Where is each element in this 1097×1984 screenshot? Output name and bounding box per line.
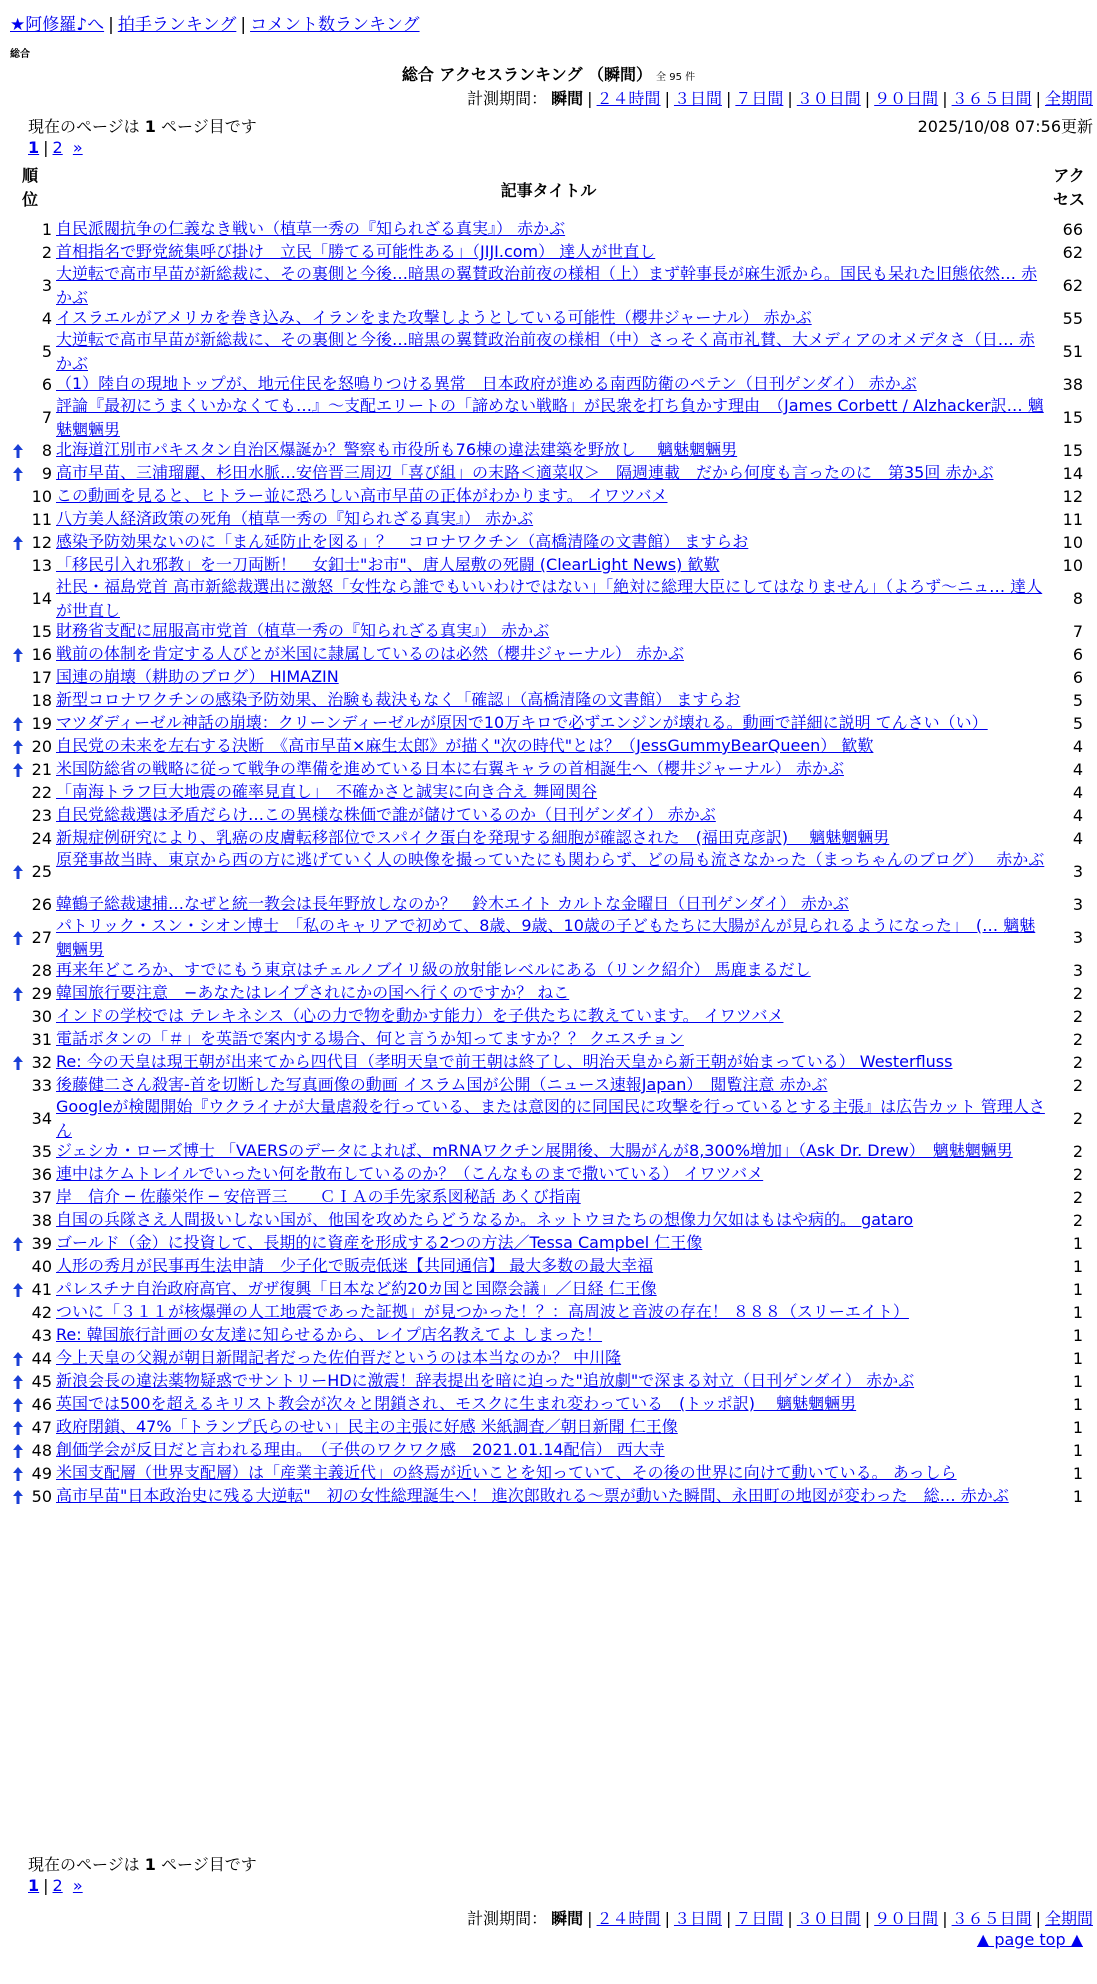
page-title — [0, 62, 1097, 85]
article-title-link[interactable]: 英国では500を超えるキリスト教会が次々と閉鎖され、モスクに生まれ変わっている (トッポ訳) 魑魅魍魎男 — [56, 1394, 857, 1413]
table-row — [0, 1370, 1097, 1393]
period-option-0: 瞬間 — [551, 89, 584, 108]
rank-number: 43 — [31, 1325, 52, 1345]
period-separator: | — [587, 1909, 593, 1928]
up-arrow-icon — [10, 1232, 26, 1255]
pager-page-1[interactable]: 1 — [28, 1876, 40, 1895]
table-row — [0, 1232, 1097, 1255]
period-separator: | — [725, 89, 732, 108]
rank-number: 47 — [31, 1417, 52, 1437]
period-option-7[interactable]: 全期間 — [1044, 1909, 1093, 1928]
rank-number: 29 — [31, 983, 52, 1003]
period-option-3[interactable]: ７日間 — [735, 89, 784, 108]
article-title-link[interactable]: 新規症例研究により、乳癌の皮膚転移部位でスパイク蛋白を発現する細胞が確認された (福田克彦訳) 魑魅魍魎男 — [56, 828, 890, 847]
period-option-0: 瞬間 — [551, 1909, 584, 1928]
table-row — [0, 1347, 1097, 1370]
period-separator: | — [787, 89, 793, 108]
rank-number: 31 — [31, 1029, 52, 1049]
table-row — [0, 916, 1097, 959]
up-arrow-icon — [10, 439, 26, 462]
access-count: 15 — [1062, 407, 1083, 427]
rank-number: 28 — [31, 960, 52, 980]
access-count: 1 — [1072, 1371, 1083, 1391]
pager-next[interactable]: » — [72, 1876, 83, 1895]
access-count: 4 — [1072, 805, 1083, 825]
up-arrow-icon — [10, 735, 26, 758]
page-title-text: 総合 アクセスランキング （瞬間） — [401, 65, 653, 84]
article-title-link[interactable]: 首相指名で野党統集呼び掛け 立民「勝てる可能性ある」（JIJI.com） 達人が世直し — [56, 242, 656, 261]
up-arrow-icon — [10, 1370, 26, 1393]
table-row — [0, 1393, 1097, 1416]
table-row — [0, 1324, 1097, 1347]
period-label: 計測期間： — [467, 89, 548, 108]
access-count: 6 — [1072, 644, 1083, 664]
rank-number: 22 — [31, 782, 52, 802]
up-arrow-icon — [10, 982, 26, 1005]
access-count: 2 — [1072, 1029, 1083, 1049]
access-count: 62 — [1062, 275, 1083, 295]
article-title-link[interactable]: 自国の兵隊さえ人間扱いしない国が、他国を攻めたらどうなるか。ネットウヨたちの想像力欠如はもはや病的。 gataro — [56, 1210, 914, 1229]
top-nav-link-asyura[interactable]: ★阿修羅♪へ — [10, 15, 105, 35]
table-row — [0, 1140, 1097, 1163]
period-option-4[interactable]: ３０日間 — [796, 89, 861, 108]
access-count: 14 — [1062, 463, 1083, 483]
rank-number: 39 — [31, 1233, 52, 1253]
article-title-link[interactable]: パレスチナ自治政府高官、ガザ復興「日本など約20カ国と国際会議」／日経 仁王像 — [56, 1279, 657, 1298]
article-title-link[interactable]: Re: 韓国旅行計画の女友達に知らせるから、レイプ店名教えてよ しまった！ — [56, 1325, 603, 1344]
table-row — [0, 508, 1097, 531]
up-arrow-icon — [10, 712, 26, 735]
access-count: 66 — [1062, 219, 1083, 239]
table-row — [0, 554, 1097, 577]
period-separator: | — [864, 1909, 871, 1928]
up-arrow-icon — [10, 1278, 26, 1301]
article-title-link[interactable]: 財務省支配に屈服高市党首（植草一秀の『知られざる真実』） 赤かぶ — [56, 621, 550, 640]
article-title-link[interactable]: 米国支配層（世界支配層）は「産業主義近代」の終焉が近いことを知っていて、その後の世界に向けて動いている。 あっしら — [56, 1463, 957, 1482]
up-arrow-icon — [10, 1416, 26, 1439]
table-row — [0, 758, 1097, 781]
rank-number: 16 — [31, 644, 52, 664]
rank-number: 33 — [31, 1075, 52, 1095]
access-count: 4 — [1072, 759, 1083, 779]
rank-number: 24 — [31, 828, 52, 848]
article-title-link[interactable]: この動画を見ると、ヒトラー並に恐ろしい高市早苗の正体がわかります。 イワツバメ — [56, 486, 668, 505]
access-count: 1 — [1072, 1440, 1083, 1460]
rank-number: 42 — [31, 1302, 52, 1322]
rank-number: 44 — [31, 1348, 52, 1368]
access-count: 38 — [1062, 374, 1083, 394]
rank-number: 7 — [41, 407, 52, 427]
access-count: 10 — [1062, 555, 1083, 575]
access-count: 2 — [1072, 1108, 1083, 1128]
current-page-indicator-bottom: 現在のページは 1 ページ目です — [28, 1855, 257, 1874]
rank-number: 35 — [31, 1141, 52, 1161]
table-row — [0, 241, 1097, 264]
article-title-link[interactable]: 「移民引入れ邪教」を一刀両断！ 女釦士"お市"、唐人屋敷の死闘 (ClearLight News) 歓歎 — [56, 555, 720, 574]
table-row — [0, 1255, 1097, 1278]
period-option-1[interactable]: ２４時間 — [596, 1909, 661, 1928]
period-separator: | — [787, 1909, 793, 1928]
article-title-link[interactable]: 北海道江別市パキスタン自治区爆誕か？警察も市役所も76棟の違法建築を野放し 魑魅魍魎男 — [56, 440, 738, 459]
period-separator: | — [664, 89, 670, 108]
pager-bottom: 1 | 2 » — [28, 1876, 83, 1895]
article-title-link[interactable]: 高市早苗"日本政治史に残る大逆転" 初の女性総理誕生へ！ 進次郎敗れる～票が動いた瞬間、永田町の地図が変わった 総… 赤かぶ — [56, 1486, 1009, 1505]
page-top-link[interactable]: ▲ page top ▲ — [976, 1930, 1083, 1949]
rank-number: 25 — [31, 861, 52, 881]
article-title-link[interactable]: 再来年どころか、すでにもう東京はチェルノブイリ級の放射能レベルにある（リンク紹介） 馬鹿まるだし — [56, 960, 811, 979]
table-row — [0, 577, 1097, 620]
table-row — [0, 373, 1097, 396]
up-arrow-icon — [10, 643, 26, 666]
table-row — [0, 643, 1097, 666]
up-arrow-icon — [10, 1485, 26, 1508]
access-count: 55 — [1062, 308, 1083, 328]
article-title-link[interactable]: ゴールド（金）に投資して、長期的に資産を形成する2つの方法／Tessa Campbel 仁王像 — [56, 1233, 703, 1252]
table-row — [0, 735, 1097, 758]
article-title-link[interactable]: 米国防総省の戦略に従って戦争の準備を進めている日本に右翼キャラの首相誕生へ（櫻井ジャーナル） 赤かぶ — [56, 759, 844, 778]
article-title-link[interactable]: 評論『最初にうまくいかなくても…』～支配エリートの「諦めない戦略」が民衆を打ち負かす理由 （James Corbett / Alzhacker訳… 魑魅魍魎男 — [56, 396, 1044, 439]
access-count: 5 — [1072, 713, 1083, 733]
table-row — [0, 1028, 1097, 1051]
article-title-link[interactable]: 韓国旅行要注意 −あなたはレイプされにかの国へ行くのですか？ ねこ — [56, 983, 570, 1002]
article-title-link[interactable]: 自民党総裁選は矛盾だらけ…この異様な株価で誰が儲けているのか（日刊ゲンダイ） 赤かぶ — [56, 805, 716, 824]
rank-number: 14 — [31, 588, 52, 608]
access-count: 1 — [1072, 1394, 1083, 1414]
period-option-6[interactable]: ３６５日間 — [951, 1909, 1032, 1928]
access-count: 4 — [1072, 828, 1083, 848]
rank-number: 48 — [31, 1440, 52, 1460]
article-title-link[interactable]: イスラエルがアメリカを巻き込み、イランをまた攻撃しようとしている可能性（櫻井ジャーナル） 赤かぶ — [56, 308, 812, 327]
article-title-link[interactable]: 創価学会が反日だと言われる理由。 （子供のワクワク感 2021.01.14配信） 西大寺 — [56, 1440, 665, 1459]
article-title-link[interactable]: 大逆転で高市早苗が新総裁に、その裏側と今後…暗黒の翼賛政治前夜の様相（上）まず幹事長が麻生派から。国民も呆れた旧態依然… 赤かぶ — [56, 264, 1038, 307]
pager-next[interactable]: » — [72, 138, 83, 157]
article-title-link[interactable]: 感染予防効果ないのに「まん延防止を図る」？ コロナワクチン（高橋清隆の文書館） ますらお — [56, 532, 749, 551]
article-title-link[interactable]: 政府閉鎖、47%「トランプ氏らのせい」民主の主張に好感 米紙調査／朝日新聞 仁王像 — [56, 1417, 678, 1436]
access-count: 2 — [1072, 1210, 1083, 1230]
table-row — [0, 1485, 1097, 1508]
table-row — [0, 893, 1097, 916]
table-row — [0, 959, 1097, 982]
article-title-link[interactable]: 自民党の未来を左右する決断 《高市早苗×麻生太郎》が描く"次の時代"とは？（JessGummyBearQueen） 歓歎 — [56, 736, 874, 755]
column-header-access: アク セス — [1052, 166, 1085, 209]
table-row — [0, 307, 1097, 330]
table-row — [0, 1163, 1097, 1186]
table-row — [0, 1097, 1097, 1140]
period-label: 計測期間： — [467, 1909, 548, 1928]
period-option-2[interactable]: ３日間 — [673, 89, 722, 108]
article-title-link[interactable]: パトリック・スン・シオン博士 「私のキャリアで初めて、8歳、9歳、10歳の子どもたちに大腸がんが見られるようになった」 (… 魑魅魍魎男 — [56, 916, 1036, 959]
rank-number: 23 — [31, 805, 52, 825]
access-count: 2 — [1072, 1141, 1083, 1161]
rank-number: 3 — [41, 275, 52, 295]
article-title-link[interactable]: 韓鶴子総裁逮捕…なぜと統一教会は長年野放しなのか？ 鈴木エイト カルトな金曜日（日刊ゲンダイ） 赤かぶ — [56, 894, 849, 913]
period-separator: | — [1035, 1909, 1041, 1928]
period-separator: | — [725, 1909, 732, 1928]
access-count: 3 — [1072, 861, 1083, 881]
article-title-link[interactable]: （1）陸自の現地トップが、地元住民を怒鳴りつける異常 日本政府が進める南西防衛のペテン（日刊ゲンダイ） 赤かぶ — [56, 374, 917, 393]
access-count: 2 — [1072, 1075, 1083, 1095]
table-row — [0, 804, 1097, 827]
rank-number: 18 — [31, 690, 52, 710]
access-count: 7 — [1072, 621, 1083, 641]
table-row — [0, 1462, 1097, 1485]
table-row — [0, 1051, 1097, 1074]
rank-number: 38 — [31, 1210, 52, 1230]
article-title-link[interactable]: 戦前の体制を肯定する人びとが米国に隷属しているのは必然（櫻井ジャーナル） 赤かぶ — [56, 644, 684, 663]
access-count: 12 — [1062, 486, 1083, 506]
access-count: 8 — [1072, 588, 1083, 608]
period-separator: | — [587, 89, 593, 108]
access-count: 10 — [1062, 532, 1083, 552]
item-count: 全 95 件 — [656, 72, 696, 83]
table-row — [0, 1186, 1097, 1209]
up-arrow-icon — [10, 531, 26, 554]
table-row — [0, 1005, 1097, 1028]
rank-number: 2 — [41, 242, 52, 262]
up-arrow-icon — [10, 1439, 26, 1462]
table-row — [0, 781, 1097, 804]
rank-number: 9 — [41, 463, 52, 483]
column-header-rank: 順 位 — [21, 166, 38, 209]
up-arrow-icon — [10, 1347, 26, 1370]
access-count: 3 — [1072, 894, 1083, 914]
table-row — [0, 1278, 1097, 1301]
up-arrow-icon — [10, 916, 26, 959]
article-title-link[interactable]: 人形の秀月が民事再生法申請 少子化で販売低迷【共同通信】 最大多数の最大幸福 — [56, 1256, 654, 1275]
access-count: 1 — [1072, 1348, 1083, 1368]
column-header-title: 記事タイトル — [500, 181, 597, 200]
period-separator: | — [942, 89, 948, 108]
access-count: 2 — [1072, 1187, 1083, 1207]
rank-number: 37 — [31, 1187, 52, 1207]
table-row — [0, 620, 1097, 643]
period-option-1[interactable]: ２４時間 — [596, 89, 661, 108]
current-page-number: 1 — [144, 117, 156, 136]
article-title-link[interactable]: ジェシカ・ローズ博士 「VAERSのデータによれば、mRNAワクチン展開後、大腸がんが8,300%増加」（Ask Dr. Drew） 魑魅魍魎男 — [56, 1141, 1013, 1160]
rank-number: 46 — [31, 1394, 52, 1414]
access-count: 3 — [1072, 927, 1083, 947]
access-count: 11 — [1062, 509, 1083, 529]
access-count: 4 — [1072, 782, 1083, 802]
table-row — [0, 1301, 1097, 1324]
rank-number: 17 — [31, 667, 52, 687]
table-row — [0, 264, 1097, 307]
table-row — [0, 462, 1097, 485]
access-count: 1 — [1072, 1325, 1083, 1345]
period-option-5[interactable]: ９０日間 — [874, 1909, 939, 1928]
period-option-7[interactable]: 全期間 — [1044, 89, 1093, 108]
table-row — [0, 531, 1097, 554]
access-count: 51 — [1062, 341, 1083, 361]
period-option-4[interactable]: ３０日間 — [796, 1909, 861, 1928]
rank-number: 11 — [31, 509, 52, 529]
table-row — [0, 1209, 1097, 1232]
rank-number: 40 — [31, 1256, 52, 1276]
article-title-link[interactable]: 「南海トラフ巨大地震の確率見直し」 不確かさと誠実に向き合え 舞岡関谷 — [56, 782, 598, 801]
rank-number: 15 — [31, 621, 52, 641]
up-arrow-icon — [10, 1462, 26, 1485]
article-title-link[interactable]: 岸 信介 ─ 佐藤栄作 ─ 安倍晋三 ＣＩＡの手先家系図秘話 あくび指南 — [56, 1187, 581, 1206]
article-title-link[interactable]: 自民派閥抗争の仁義なき戦い（植草一秀の『知られざる真実』） 赤かぶ — [56, 219, 566, 238]
up-arrow-icon — [10, 1051, 26, 1074]
article-title-link[interactable]: 連中はケムトレイルでいったい何を散布しているのか？（こんなものまで撒いている） イワツバメ — [56, 1164, 764, 1183]
rank-number: 8 — [41, 440, 52, 460]
rank-number: 4 — [41, 308, 52, 328]
article-title-link[interactable]: 新浪会長の違法薬物疑惑でサントリーHDに激震！辞表提出を暗に迫った"追放劇"で深まる対立（日刊ゲンダイ） 赤かぶ — [56, 1371, 915, 1390]
access-count: 1 — [1072, 1279, 1083, 1299]
access-count: 5 — [1072, 690, 1083, 710]
pager-page-2[interactable]: 2 — [52, 1876, 63, 1895]
period-option-6[interactable]: ３６５日間 — [951, 89, 1032, 108]
table-row — [0, 1439, 1097, 1462]
rank-number: 45 — [31, 1371, 52, 1391]
period-option-3[interactable]: ７日間 — [735, 1909, 784, 1928]
table-row — [0, 218, 1097, 241]
rank-number: 13 — [31, 555, 52, 575]
table-row — [0, 396, 1097, 439]
rank-number: 36 — [31, 1164, 52, 1184]
current-page-number: 1 — [144, 1855, 156, 1874]
access-count: 6 — [1072, 667, 1083, 687]
table-row — [0, 1074, 1097, 1097]
access-count: 2 — [1072, 1052, 1083, 1072]
period-option-5[interactable]: ９０日間 — [874, 89, 939, 108]
rank-number: 12 — [31, 532, 52, 552]
up-arrow-icon — [10, 758, 26, 781]
access-count: 15 — [1062, 440, 1083, 460]
article-title-link[interactable]: インドの学校では テレキネシス（心の力で物を動かす能力）を子供たちに教えています。 イワツバメ — [56, 1006, 784, 1025]
rank-number: 49 — [31, 1463, 52, 1483]
rank-number: 10 — [31, 486, 52, 506]
article-title-link[interactable]: 新型コロナワクチンの感染予防効果、治験も裁決もなく「確認」（高橋清隆の文書館） ますらお — [56, 690, 741, 709]
article-title-link[interactable]: Re: 今の天皇は現王朝が出来てから四代目（孝明天皇で前王朝は終了し、明治天皇から新王朝が始まっている） Westerfluss — [56, 1052, 953, 1071]
rank-number: 20 — [31, 736, 52, 756]
rank-number: 34 — [31, 1108, 52, 1128]
table-row — [0, 330, 1097, 373]
nav-separator: | — [108, 15, 114, 35]
table-row — [0, 485, 1097, 508]
rank-number: 19 — [31, 713, 52, 733]
article-title-link[interactable]: ついに「３１１が核爆弾の人工地震であった証拠」が見つかった！？：高周波と音波の存在！ ８８８（スリーエイト） — [56, 1302, 909, 1321]
top-nav-link-comment-ranking[interactable]: コメント数ランキング — [250, 15, 420, 35]
access-count: 1 — [1072, 1486, 1083, 1506]
period-separator: | — [1035, 89, 1041, 108]
rank-number: 27 — [31, 927, 52, 947]
access-count: 4 — [1072, 736, 1083, 756]
rank-number: 41 — [31, 1279, 52, 1299]
period-separator: | — [942, 1909, 948, 1928]
article-title-link[interactable]: 後藤健二さん殺害-首を切断した写真画像の動画 イスラム国が公開（ニュース速報Japan） 閲覧注意 赤かぶ — [56, 1075, 828, 1094]
access-count: 1 — [1072, 1417, 1083, 1437]
rank-number: 5 — [41, 341, 52, 361]
access-count: 2 — [1072, 1164, 1083, 1184]
pager-page-1[interactable]: 1 — [28, 138, 40, 157]
pager-top: 1 | 2 » — [28, 138, 83, 157]
up-arrow-icon — [10, 462, 26, 485]
rank-number: 50 — [31, 1486, 52, 1506]
access-count: 62 — [1062, 242, 1083, 262]
access-count: 1 — [1072, 1302, 1083, 1322]
access-count: 1 — [1072, 1463, 1083, 1483]
article-title-link[interactable]: 電話ボタンの「＃」を英語で案内する場合、何と言うか知ってますか？？ クエスチョン — [56, 1029, 684, 1048]
table-row — [0, 982, 1097, 1005]
period-selector-top — [467, 86, 1093, 109]
top-nav — [10, 10, 420, 35]
article-title-link[interactable]: 高市早苗、三浦瑠麗、杉田水脈…安倍晋三周辺「喜び組」の末路＜適菜収＞ 隔週連載 だから何度も言ったのに 第35回 赤かぶ — [56, 463, 994, 482]
top-nav-link-applause-ranking[interactable]: 拍手ランキング — [117, 15, 237, 35]
article-title-link[interactable]: Googleが検閲開始『ウクライナが大量虐殺を行っている、または意図的に同国民に攻撃を行っているとする主張』は広告カット 管理人さん — [56, 1097, 1045, 1140]
rank-number: 1 — [41, 219, 52, 239]
rank-number: 26 — [31, 894, 52, 914]
rank-number: 32 — [31, 1052, 52, 1072]
access-count: 1 — [1072, 1256, 1083, 1276]
nav-separator: | — [240, 15, 247, 35]
rank-number: 30 — [31, 1006, 52, 1026]
rank-number: 6 — [41, 374, 52, 394]
period-separator: | — [664, 1909, 670, 1928]
article-title-link[interactable]: 社民・福島党首 高市新総裁選出に激怒「女性なら誰でもいいわけではない」「絶対に総理大臣にしてはなりません」（よろず～ニュ… 達人が世直し — [56, 577, 1043, 620]
article-title-link[interactable]: 原発事故当時、東京から西の方に逃げていく人の映像を撮っていたにも関わらず、どの局も流さなかった（まっちゃんのブログ） 赤かぶ — [56, 850, 1045, 869]
table-row — [0, 827, 1097, 850]
access-count: 2 — [1072, 1006, 1083, 1026]
rank-number: 21 — [31, 759, 52, 779]
table-row — [0, 1416, 1097, 1439]
updated-timestamp: 2025/10/08 07:56更新 — [917, 117, 1093, 136]
table-row — [0, 850, 1097, 893]
up-arrow-icon — [10, 1393, 26, 1416]
article-title-link[interactable]: マツダディーゼル神話の崩壊：クリーンディーゼルが原因で10万キロで必ずエンジンが壊れる。動画で詳細に説明 てんさい（い） — [56, 713, 988, 732]
article-title-link[interactable]: 大逆転で高市早苗が新総裁に、その裏側と今後…暗黒の翼賛政治前夜の様相（中）さっそく高市礼賛、大メディアのオメデタさ（日… 赤かぶ — [56, 330, 1035, 373]
period-selector-bottom — [467, 1906, 1093, 1929]
table-row — [0, 439, 1097, 462]
table-row — [0, 666, 1097, 689]
period-option-2[interactable]: ３日間 — [673, 1909, 722, 1928]
current-page-indicator-top: 現在のページは 1 ページ目です — [28, 117, 257, 136]
article-title-link[interactable]: 今上天皇の父親が朝日新聞記者だった佐伯晋だというのは本当なのか？ 中川隆 — [56, 1348, 622, 1367]
table-row — [0, 689, 1097, 712]
up-arrow-icon — [10, 850, 26, 893]
access-count: 1 — [1072, 1233, 1083, 1253]
pager-page-2[interactable]: 2 — [52, 138, 63, 157]
access-count: 2 — [1072, 983, 1083, 1003]
article-title-link[interactable]: 国連の崩壊（耕助のブログ） HIMAZIN — [56, 667, 339, 686]
period-separator: | — [864, 89, 871, 108]
access-count: 3 — [1072, 960, 1083, 980]
category-label: 総合 — [10, 49, 30, 60]
article-title-link[interactable]: 八方美人経済政策の死角（植草一秀の『知られざる真実』） 赤かぶ — [56, 509, 534, 528]
table-row — [0, 712, 1097, 735]
